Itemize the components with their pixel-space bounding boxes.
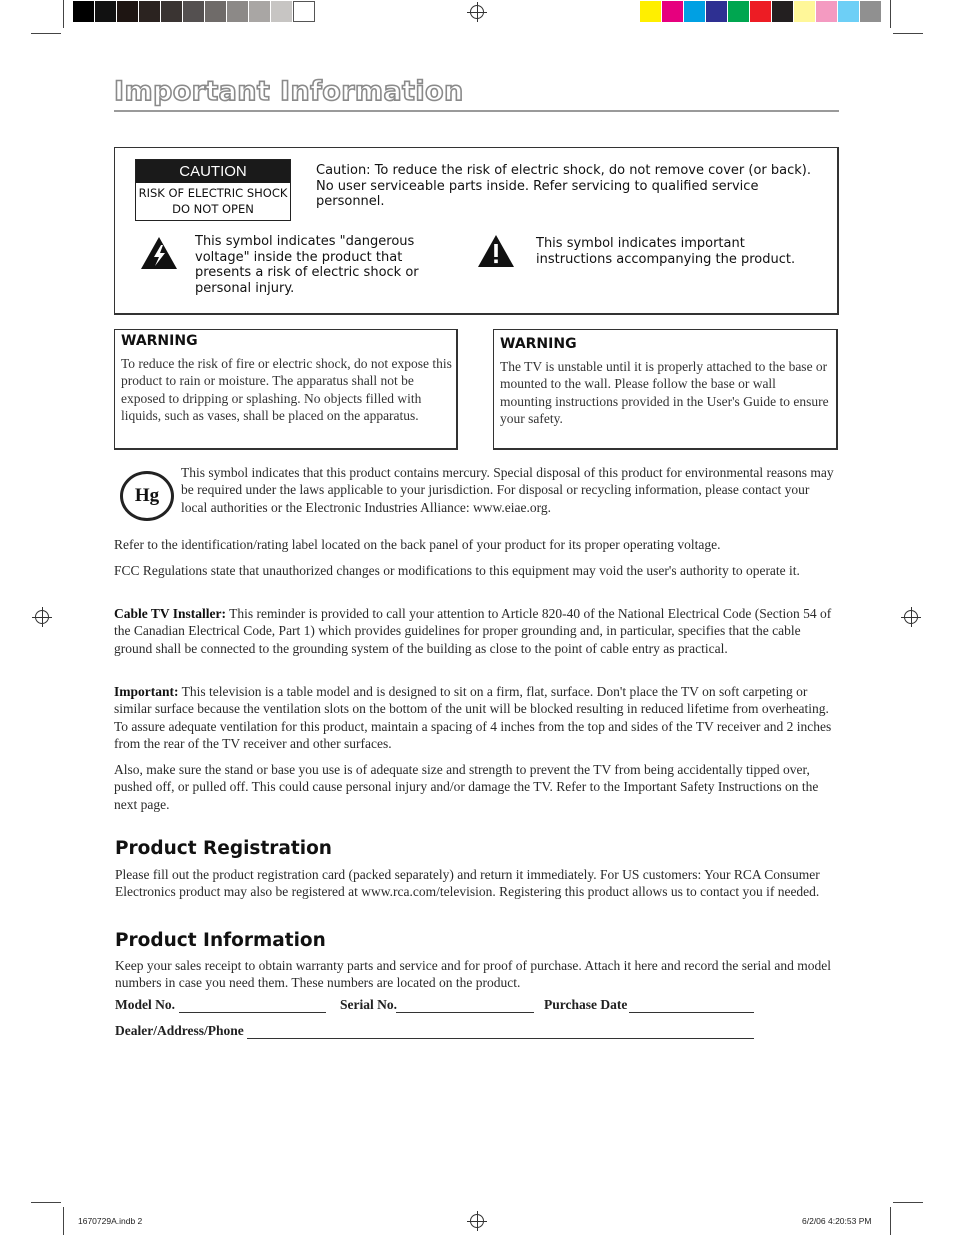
crop-mark (890, 0, 891, 28)
registration-mark-icon (470, 5, 484, 19)
gray-swatch (139, 1, 161, 22)
gray-swatch (161, 1, 183, 22)
color-swatch (838, 1, 860, 22)
crop-mark (893, 33, 923, 34)
footer-timestamp: 6/2/06 4:20:53 PM (802, 1216, 872, 1226)
model-no-label: Model No. (115, 997, 175, 1012)
registration-mark-icon (904, 610, 918, 624)
color-swatch (750, 1, 772, 22)
cable-installer-paragraph (114, 605, 838, 657)
stand-paragraph: Also, make sure the stand or base you use is of adequate size and strength to prevent the TV from being accidentally tipped over, pushed off, or pulled off. This could cause personal injury and/or damage the TV. Refer to the Important Safety Instructions on the next page. (114, 762, 819, 812)
caution-label-line1: RISK OF ELECTRIC SHOCK (138, 186, 288, 200)
color-swatch (728, 1, 750, 22)
crop-mark (63, 0, 64, 28)
important-paragraph (114, 683, 838, 753)
cmyk-color-bar (640, 1, 882, 22)
important-lead: Important: (114, 684, 179, 699)
warning-box-left (114, 329, 458, 450)
cable-installer-lead: Cable TV Installer: (114, 606, 227, 621)
lightning-warning-icon (140, 236, 178, 270)
gray-swatch (293, 1, 315, 22)
crop-mark (890, 1207, 891, 1235)
gray-swatch (205, 1, 227, 22)
exclamation-warning-icon (477, 234, 515, 268)
mercury-text: This symbol indicates that this product contains mercury. Special disposal of this product for environmental reasons may be required under the laws applicable to your jurisdiction. For disposal or recycling information, please contact your local authorities or the Electronic Industries Alliance: www.eiae.org. (181, 465, 834, 515)
gray-swatch (183, 1, 205, 22)
color-swatch (706, 1, 728, 22)
crop-mark (63, 1207, 64, 1235)
rating-paragraph: Refer to the identification/rating label located on the back panel of your product for its proper operating voltage. (114, 537, 721, 552)
color-swatch (640, 1, 662, 22)
caution-label-head: CAUTION (136, 160, 290, 183)
important-body: This television is a table model and is designed to sit on a firm, flat, surface. Don't place the TV on soft carpeting or similar surface because the ventilation slots on the bottom of the unit will be blocked resulting in reduced lifetime from overheating. To assure adequate ventilation for this product, maintain a spacing of 4 inches from the top and sides of the TV receiver and 2 inches from the rear of the TV receiver and other surfaces. (114, 684, 832, 752)
color-swatch (860, 1, 882, 22)
fcc-paragraph: FCC Regulations state that unauthorized changes or modifications to this equipment may void the user's authority to operate it. (114, 563, 800, 578)
caution-label-line2: DO NOT OPEN (172, 202, 254, 216)
crop-mark (893, 1202, 923, 1203)
information-heading: Product Information (115, 930, 326, 951)
dealer-label: Dealer/Address/Phone (115, 1023, 244, 1038)
color-swatch (816, 1, 838, 22)
gray-swatch (95, 1, 117, 22)
purchase-date-label: Purchase Date (544, 997, 628, 1012)
registration-mark-icon (35, 610, 49, 624)
warning-body: To reduce the risk of fire or electric shock, do not expose this product to rain or moisture. The apparatus shall not be exposed to dripping or splashing. No objects filled with liquids, such as vases, shall be placed on the apparatus. (121, 356, 452, 423)
mercury-symbol: Hg (134, 485, 160, 506)
registration-heading: Product Registration (115, 838, 332, 859)
gray-swatch (73, 1, 95, 22)
serial-no-field[interactable] (396, 1012, 534, 1013)
caution-label (135, 159, 291, 221)
crop-mark (31, 33, 61, 34)
gray-swatch (249, 1, 271, 22)
information-body: Keep your sales receipt to obtain warranty parts and service and for proof of purchase. Attach it here and record the serial and model numbers in case you need them. These numbers are located on the product. (115, 958, 831, 991)
cable-installer-body: This reminder is provided to call your attention to Article 820-40 of the National Electrical Code (Section 54 of the Canadian Electrical Code, Part 1) which provides guidelines for proper grounding and, in particular, specifies that the cable ground shall be connected to the grounding system of the building as close to the point of cable entry as practical. (114, 606, 832, 656)
serial-no-label: Serial No. (340, 997, 397, 1012)
lightning-symbol-text: This symbol indicates "dangerous voltage" inside the product that presents a risk of electric shock or personal injury. (195, 234, 419, 296)
caution-label-sub (136, 185, 290, 217)
color-swatch (662, 1, 684, 22)
exclamation-symbol-text: This symbol indicates important instructions accompanying the product. (536, 236, 796, 267)
footer-file-name: 1670729A.indb 2 (78, 1216, 143, 1226)
title-rule (114, 110, 839, 112)
warning-box-right (493, 329, 838, 450)
warning-body: The TV is unstable until it is properly attached to the base or mounted to the wall. Please follow the base or wall mounting instructions provided in the User's Guide to ensure your safety. (500, 359, 829, 426)
model-no-field[interactable] (179, 1012, 326, 1013)
warning-title: WARNING (121, 333, 198, 349)
caution-text: Caution: To reduce the risk of electric shock, do not remove cover (or back). No user serviceable parts inside. Refer servicing to qualified service personnel. (316, 163, 811, 210)
gray-swatch (271, 1, 293, 22)
purchase-date-field[interactable] (629, 1012, 754, 1013)
dealer-field[interactable] (247, 1038, 754, 1039)
registration-body: Please fill out the product registration card (packed separately) and return it immediately. For US customers: Your RCA Consumer Electronics product may also be registered at www.rca.com/television. Registering this product allows us to contact you if needed. (115, 867, 820, 900)
page-title: Important Information (114, 76, 464, 107)
mercury-hg-icon (120, 471, 174, 521)
gray-swatch (117, 1, 139, 22)
color-swatch (794, 1, 816, 22)
gray-swatch (227, 1, 249, 22)
color-swatch (684, 1, 706, 22)
warning-title: WARNING (500, 336, 577, 352)
color-swatch (772, 1, 794, 22)
gray-color-bar (73, 1, 315, 22)
crop-mark (31, 1202, 61, 1203)
registration-mark-icon (470, 1214, 484, 1228)
